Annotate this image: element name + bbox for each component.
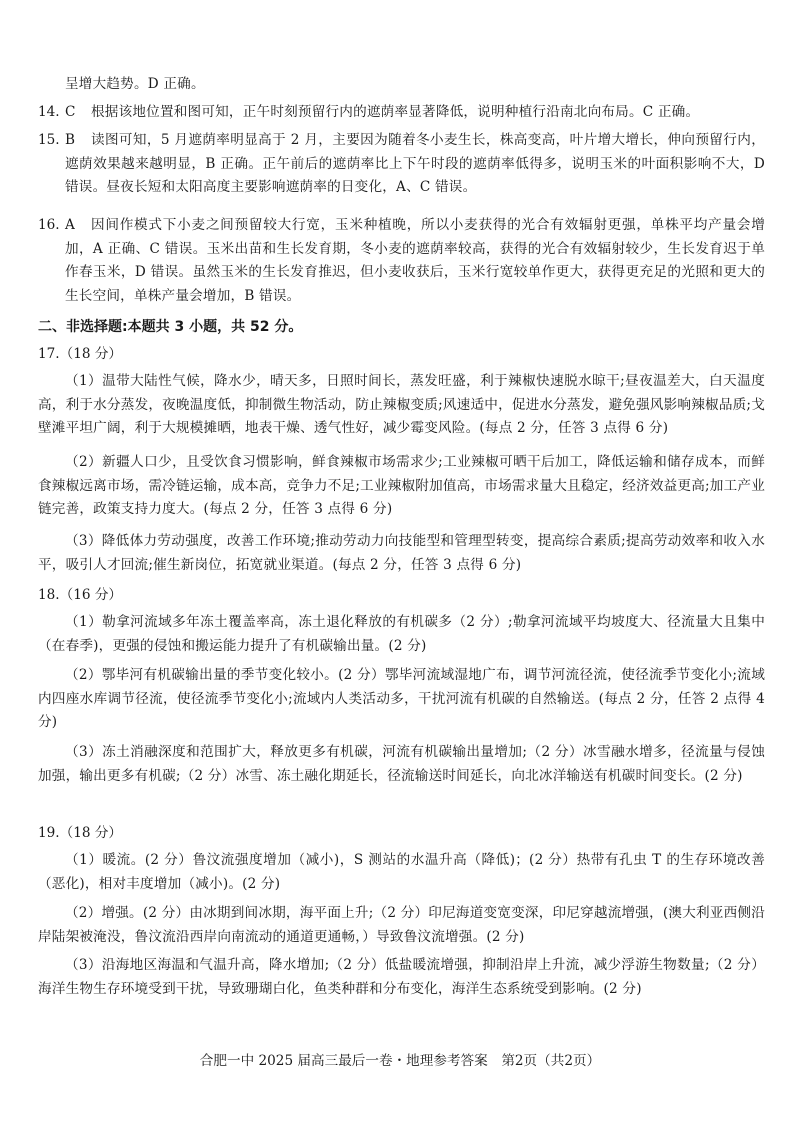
section-title: 二、非选择题:本题共 3 小题，共 52 分。 [38, 319, 303, 335]
answer-part: （3）冻土消融深度和范围扩大，释放更多有机碳，河流有机碳输出量增加;（2 分）冰雪融水增多，径流量与侵蚀加强，输出更多有机碳;（2 分）冰雪、冻土融化期延长，径流输送时间延长，向北冰洋输送有机碳时间变长。(2 分) [38, 744, 765, 784]
answer-part: （2）鄂毕河有机碳输出量的季节变化较小。(2 分）鄂毕河流域湿地广布，调节河流径流，使径流季节变化小;流域内四座水库调节径流，使径流季节变化小;流域内人类活动多，干扰河流有机碳的自然输送。(每点 2 分，任答 2 点得 4 分) [38, 667, 765, 730]
question-header: 19.（18 分） [38, 825, 123, 841]
page-footer: 合肥一中 2025 届高三最后一卷・地理参考答案 第2页（共2页） [199, 1053, 601, 1069]
carry-over-text: 呈增大趋势。D 正确。 [65, 76, 205, 92]
question-header: 17.（18 分） [38, 346, 123, 362]
answer-explanation: 读图可知，5 月遮荫率明显高于 2 月，主要因为随着冬小麦生长，株高变高，叶片增大增长，伸向预留行内，遮荫效果越来越明显，B 正确。正午前后的遮荫率比上下午时段的遮荫率低得多，说明玉米的叶面积影响不大，D 错误。昼夜长短和太阳高度主要影响遮荫率的日变化，A、C 错误。 [65, 132, 765, 195]
question-number: 14. [38, 104, 60, 120]
question-number: 15. [38, 132, 60, 148]
question-header: 18.（16 分） [38, 587, 123, 603]
answer-letter: B [65, 132, 75, 148]
answer-part: （1）暖流。(2 分）鲁汶流强度增加（减小)，S 测站的水温升高（降低)；(2 分）热带有孔虫 T 的生存环境改善（恶化)，相对丰度增加（减小)。(2 分) [38, 852, 765, 892]
answer-part: （1）勒拿河流域多年冻土覆盖率高，冻土退化释放的有机碳多（2 分）;勒拿河流域平均坡度大、径流量大且集中（在春季)，更强的侵蚀和搬运能力提升了有机碳输出量。(2 分) [38, 614, 765, 654]
answer-letter: A [65, 217, 75, 233]
answer-part: （3）降低体力劳动强度，改善工作环境;推动劳动力向技能型和管理型转变，提高综合素质;提高劳动效率和收入水平，吸引人才回流;催生新岗位，拓宽就业渠道。(每点 2 分，任答 3 点得 6 分) [38, 533, 765, 573]
question-number: 16. [38, 217, 60, 233]
answer-explanation: 根据该地位置和图可知，正午时刻预留行内的遮荫率显著降低，说明种植行沿南北向布局。C 正确。 [91, 104, 700, 120]
answer-explanation: 因间作模式下小麦之间预留较大行宽，玉米种植晚，所以小麦获得的光合有效辐射更强，单株平均产量会增加，A 正确、C 错误。玉米出苗和生长发育期，冬小麦的遮荫率较高，获得的光合有效辐射较少，生长发育迟于单作春玉米，D 错误。虽然玉米的生长发育推迟，但小麦收获后，玉米行宽较单作更大，获得更充足的光照和更大的生长空间，单株产量会增加，B 错误。 [65, 217, 765, 304]
answer-part: （3）沿海地区海温和气温升高，降水增加;（2 分）低盐暖流增强，抑制沿岸上升流，减少浮游生物数量;（2 分）海洋生物生存环境受到干扰，导致珊瑚白化，鱼类种群和分布变化，海洋生态系统受到影响。(2 分) [38, 957, 765, 997]
answer-part: （1）温带大陆性气候，降水少，晴天多，日照时间长，蒸发旺盛，利于辣椒快速脱水晾干;昼夜温差大，白天温度高，利于水分蒸发，夜晚温度低，抑制微生物活动，防止辣椒变质;风速适中，促进水分蒸发，避免强风影响辣椒品质;戈壁滩平坦广阔，利于大规模摊晒，地表干燥、透气性好，减少霉变风险。(每点 2 分，任答 3 点得 6 分) [38, 373, 765, 436]
answer-part: （2）增强。(2 分）由冰期到间冰期，海平面上升;（2 分）印尼海道变宽变深，印尼穿越流增强，(澳大利亚西侧沿岸陆架被淹没，鲁汶流沿西岸向南流动的通道更通畅，）导致鲁汶流增强。(2 分) [38, 905, 765, 945]
answer-part: （2）新疆人口少，且受饮食习惯影响，鲜食辣椒市场需求少;工业辣椒可晒干后加工，降低运输和储存成本，而鲜食辣椒远离市场，需冷链运输，成本高，竞争力不足;工业辣椒附加值高，市场需求量大且稳定，经济效益更高;加工产业链完善，政策支持力度大。(每点 2 分，任答 3 点得 6 分) [38, 454, 765, 517]
answer-letter: C [65, 104, 76, 120]
